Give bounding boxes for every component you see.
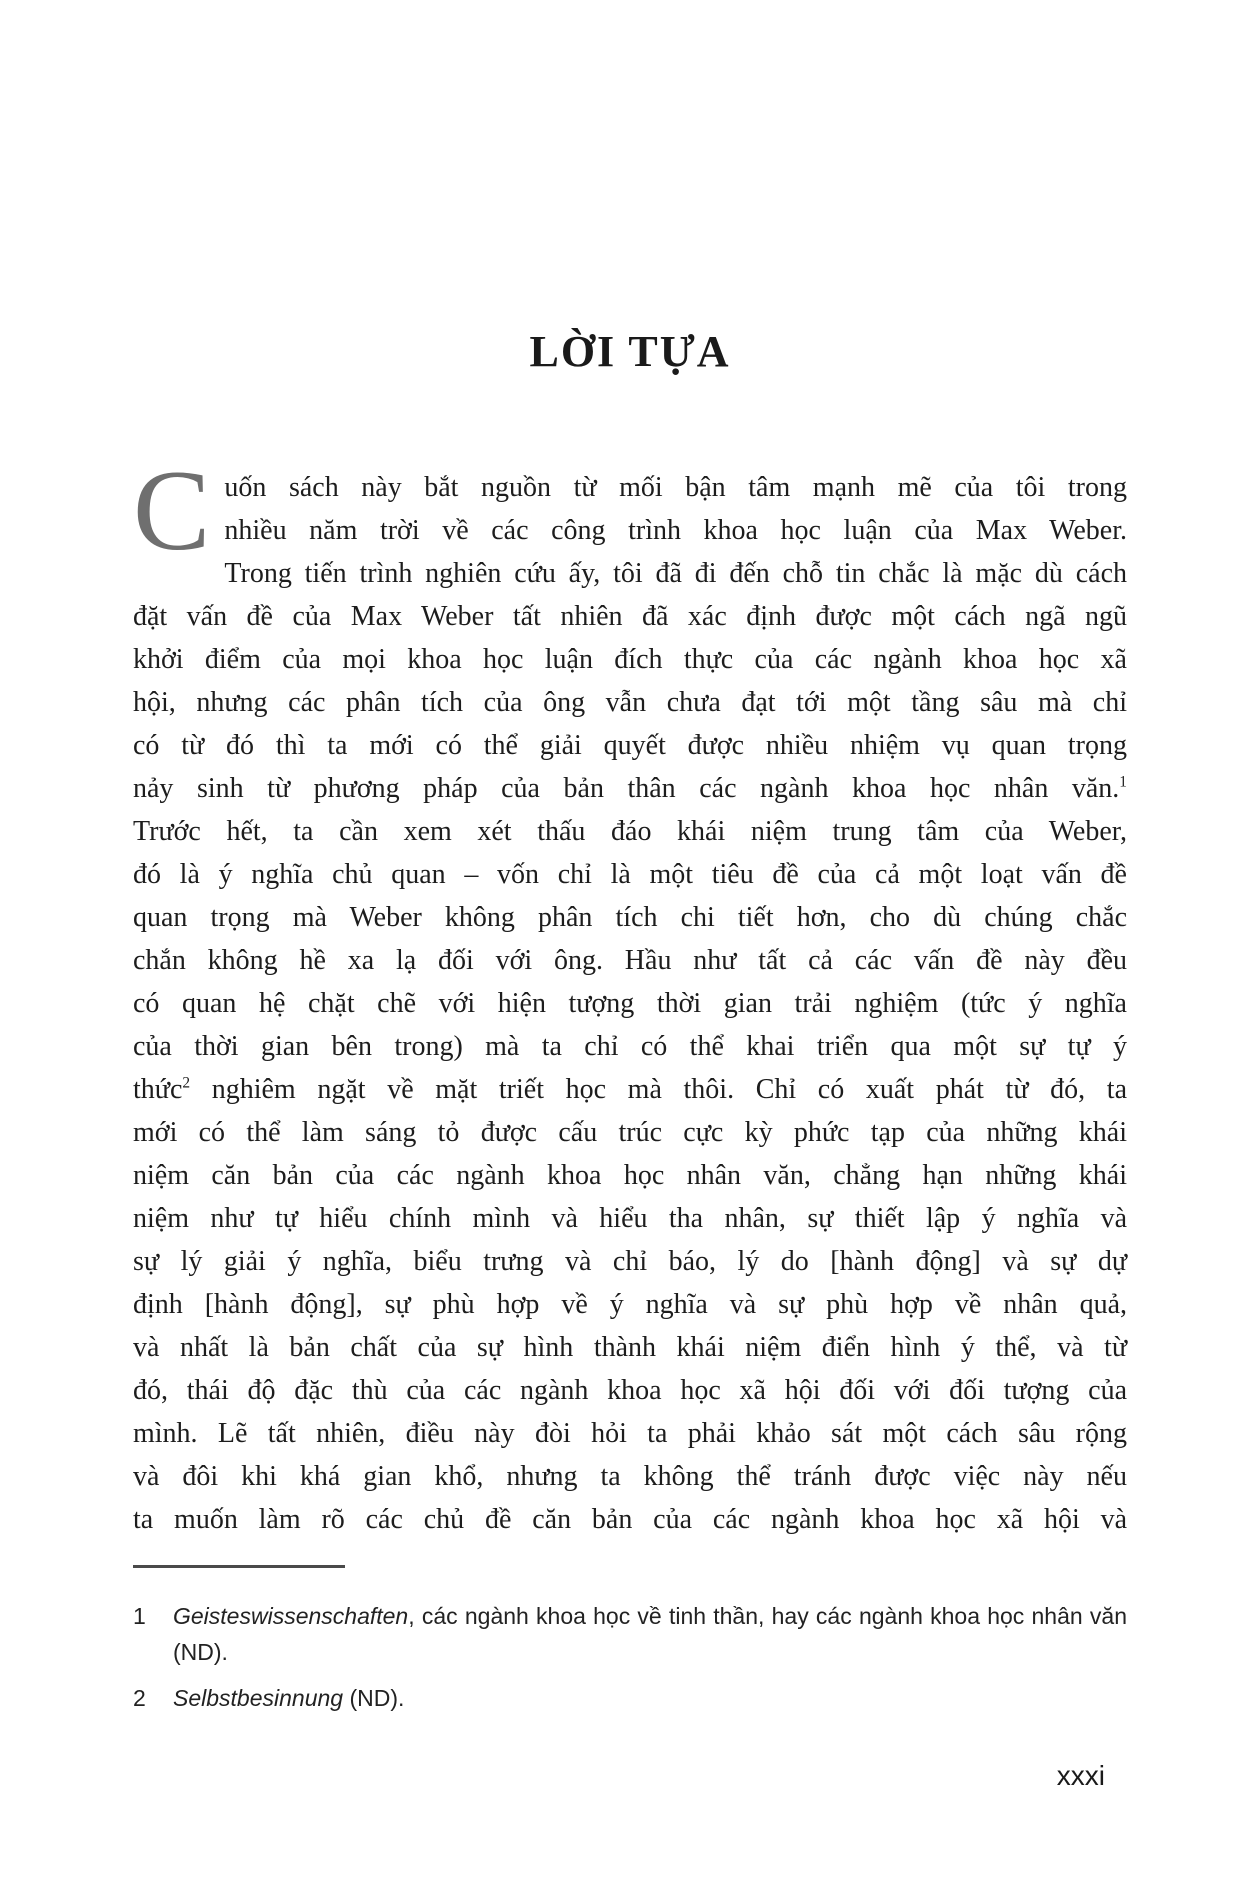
- footnote: [133, 1680, 1127, 1716]
- body-text-segment: của thời gian bên trong) mà ta chỉ có thể khai triển qua một sự tự ý: [133, 1031, 1127, 1062]
- body-text-segment: và đôi khi khá gian khổ, nhưng ta không thể tránh được việc này nếu: [133, 1461, 1127, 1492]
- footnote-separator: [133, 1565, 345, 1568]
- footnote-text-segment: (ND).: [343, 1685, 405, 1711]
- body-line: [133, 1283, 1127, 1326]
- body-text-segment: mới có thể làm sáng tỏ được cấu trúc cực kỳ phức tạp của những khái: [133, 1117, 1127, 1148]
- body-line: [133, 896, 1127, 939]
- body-text-segment: có quan hệ chặt chẽ với hiện tượng thời gian trải nghiệm (tức ý nghĩa: [133, 988, 1127, 1019]
- body-line: [133, 1326, 1127, 1369]
- footnote-reference: 1: [1119, 773, 1127, 791]
- body-text-segment: uốn sách này bắt nguồn từ mối bận tâm mạnh mẽ của tôi trong: [224, 472, 1127, 503]
- body-line: [133, 939, 1127, 982]
- body-line: [133, 1197, 1127, 1240]
- body-line: [133, 509, 1127, 552]
- body-text-segment: đó, thái độ đặc thù của các ngành khoa học xã hội đối với đối tượng của: [133, 1375, 1127, 1406]
- body-text-segment: nhiều năm trời về các công trình khoa học luận của Max Weber.: [224, 515, 1127, 546]
- body-line: [133, 810, 1127, 853]
- body-line: [133, 1498, 1127, 1541]
- footnote-reference: 2: [182, 1074, 191, 1092]
- body-text-segment: và nhất là bản chất của sự hình thành khái niệm điển hình ý thể, và từ: [133, 1332, 1127, 1363]
- body-text-segment: ta muốn làm rõ các chủ đề căn bản của các ngành khoa học xã hội và: [133, 1504, 1127, 1535]
- body-text-segment: mình. Lẽ tất nhiên, điều này đòi hỏi ta phải khảo sát một cách sâu rộng: [133, 1418, 1127, 1449]
- body-text-segment: hội, nhưng các phân tích của ông vẫn chưa đạt tới một tầng sâu mà chỉ: [133, 687, 1127, 718]
- body-line: [133, 724, 1127, 767]
- body-line: [133, 1025, 1127, 1068]
- body-text-segment: thức: [133, 1074, 183, 1105]
- body-text-segment: khởi điểm của mọi khoa học luận đích thực của các ngành khoa học xã: [133, 644, 1127, 675]
- body-line: [133, 1154, 1127, 1197]
- preface-body: [133, 447, 1127, 1541]
- body-text-segment: có từ đó thì ta mới có thể giải quyết được nhiều nhiệm vụ quan trọng: [133, 730, 1127, 761]
- body-text-segment: định [hành động], sự phù hợp về ý nghĩa và sự phù hợp về nhân quả,: [133, 1289, 1127, 1320]
- body-line: [133, 681, 1127, 724]
- body-line: [133, 767, 1127, 810]
- body-line: [133, 466, 1127, 509]
- body-text-segment: sự lý giải ý nghĩa, biểu trưng và chỉ báo, lý do [hành động] và sự dự: [133, 1246, 1127, 1277]
- page-number: xxxi: [1056, 1760, 1105, 1791]
- footnote-term-italic: Geisteswissenschaften: [173, 1603, 409, 1629]
- footnote-text: [173, 1598, 1127, 1670]
- body-text-segment: Trước hết, ta cần xem xét thấu đáo khái niệm trung tâm của Weber,: [133, 816, 1127, 847]
- drop-cap: C: [133, 447, 211, 575]
- body-lines: [133, 447, 1127, 1541]
- body-text-segment: đặt vấn đề của Max Weber tất nhiên đã xác định được một cách ngã ngũ: [133, 601, 1127, 632]
- body-text-segment: chắn không hề xa lạ đối với ông. Hầu như tất cả các vấn đề này đều: [133, 945, 1127, 976]
- body-line: [133, 853, 1127, 896]
- body-text-segment: quan trọng mà Weber không phân tích chi tiết hơn, cho dù chúng chắc: [133, 902, 1127, 933]
- body-line: [133, 1412, 1127, 1455]
- footnote-number: 1: [133, 1603, 146, 1629]
- footnote-number: 2: [133, 1685, 146, 1711]
- body-line: [133, 595, 1127, 638]
- footnote: [133, 1598, 1127, 1670]
- body-text-segment: Trong tiến trình nghiên cứu ấy, tôi đã đi đến chỗ tin chắc là mặc dù cách: [224, 558, 1127, 589]
- body-line: [133, 1240, 1127, 1283]
- body-line: [133, 982, 1127, 1025]
- body-text-segment: đó là ý nghĩa chủ quan – vốn chỉ là một tiêu đề của cả một loạt vấn đề: [133, 859, 1127, 890]
- body-line: [133, 638, 1127, 681]
- body-text-segment: niệm căn bản của các ngành khoa học nhân văn, chẳng hạn những khái: [133, 1160, 1127, 1191]
- page-title: LỜI TỰA: [529, 327, 731, 376]
- footnote-text-segment: , các ngành khoa học về tinh thần, hay các ngành khoa học nhân văn (ND).: [173, 1603, 1127, 1665]
- body-line: [133, 1455, 1127, 1498]
- body-text-segment: nghiêm ngặt về mặt triết học mà thôi. Chỉ có xuất phát từ đó, ta: [190, 1074, 1127, 1105]
- body-text-segment: niệm như tự hiểu chính mình và hiểu tha nhân, sự thiết lập ý nghĩa và: [133, 1203, 1127, 1234]
- body-line: [133, 552, 1127, 595]
- footnote-term-italic: Selbstbesinnung: [173, 1685, 344, 1711]
- body-line: [133, 1111, 1127, 1154]
- footnotes: [133, 1598, 1127, 1716]
- footnote-text: [173, 1680, 1127, 1716]
- body-text-segment: nảy sinh từ phương pháp của bản thân các ngành khoa học nhân văn.: [133, 773, 1120, 804]
- body-line: [133, 1369, 1127, 1412]
- body-line: [133, 1068, 1127, 1111]
